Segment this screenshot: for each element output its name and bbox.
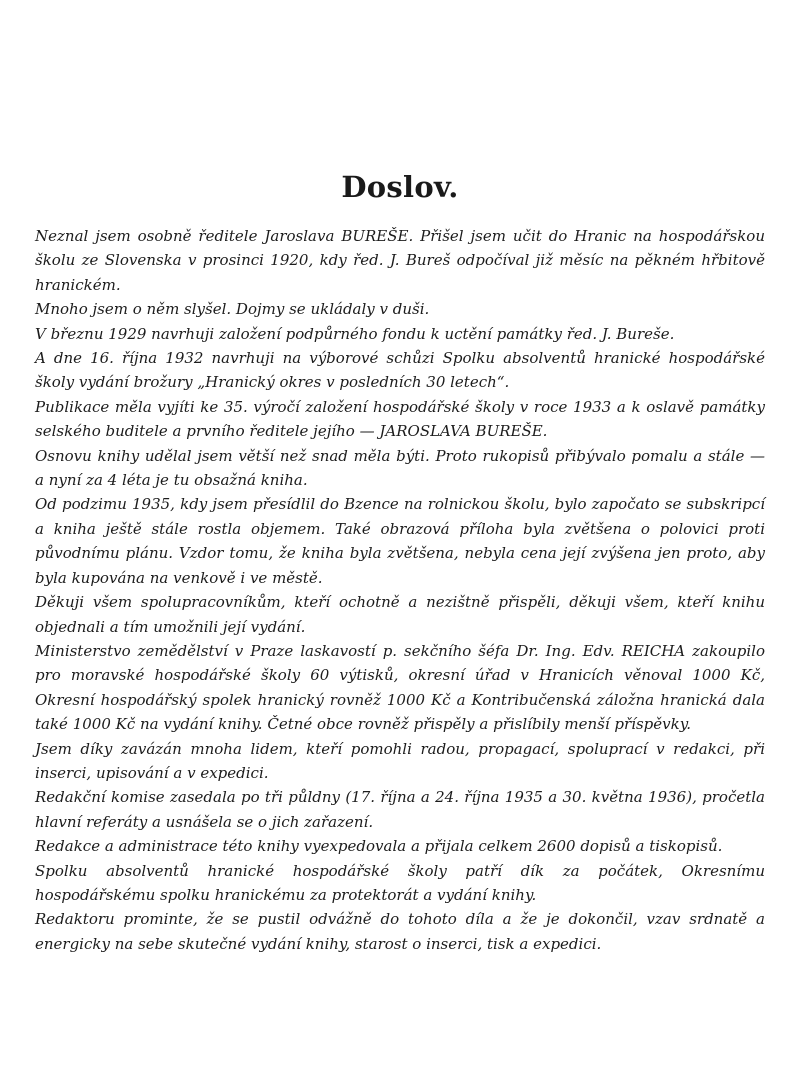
paragraph: Publikace měla vyjíti ke 35. výročí založení hospodářské školy v roce 1933 a k oslavě památky selského buditele a prvního ředitele jejího — JAROSLAVA BUREŠE. — [35, 397, 765, 441]
paragraph: Ministerstvo zemědělství v Praze laskavostí p. sekčního šéfa Dr. Ing. Edv. REICHA zakoupilo pro moravské hospodářské školy 60 výtisků, okresní úřad v Hranicích věnoval 1000 Kč, Okresní hospodářský spolek hranický rovněž 1000 Kč a Kontribučenská záložna hranická dala také 1000 Kč na vydání knihy. Četné obce rovněž přispěly a přislíbily menší příspěvky. — [35, 641, 765, 734]
page-title: Doslov. — [341, 170, 459, 204]
paragraph: A dne 16. října 1932 navrhuji na výborové schůzi Spolku absolventů hranické hospodářské školy vydání brožury „Hranický okres v posledních 30 letech“. — [35, 349, 765, 392]
body-text — [35, 224, 765, 956]
paragraph: Osnovu knihy udělal jsem větší než snad měla býti. Proto rukopisů přibývalo pomalu a stále — a nyní za 4 léta je tu obsažná kniha. — [35, 446, 765, 490]
paragraph: Redakční komise zasedala po tři půldny (17. října a 24. října 1935 a 30. května 1936), pročetla hlavní referáty a usnášela se o jich zařazení. — [35, 788, 765, 831]
paragraph: Od podzimu 1935, kdy jsem přesídlil do Bzence na rolnickou školu, bylo započato se subskripcí a kniha ještě stále rostla objemem. Také obrazová příloha byla zvětšena o polovici proti původnímu plánu. Vzdor tomu, že kniha byla zvětšena, nebyla cena její zvýšena jen proto, aby byla kupována na venkově i ve městě. — [35, 495, 765, 587]
paragraph: Mnoho jsem o něm slyšel. Dojmy se ukládaly v duši. — [35, 300, 430, 319]
paragraph: V březnu 1929 navrhuji založení podpůrného fondu k uctění památky řed. J. Bureše. — [35, 324, 675, 343]
paragraph: Spolku absolventů hranické hospodářské školy patří dík za počátek, Okresnímu hospodářskému spolku hranickému za protektorát a vydání knihy. — [35, 861, 765, 904]
paragraph: Redakce a administrace této knihy vyexpedovala a přijala celkem 2600 dopisů a tiskopisů. — [35, 837, 723, 856]
paragraph: Redaktoru prominte, že se pustil odvážně do tohoto díla a že je dokončil, vzav srdnatě a energicky na sebe skutečné vydání knihy, starost o inserci, tisk a expedici. — [35, 910, 765, 953]
paragraph: Neznal jsem osobně ředitele Jaroslava BUREŠE. Přišel jsem učit do Hranic na hospodářskou školu ze Slovenska v prosinci 1920, kdy řed. J. Bureš odpočíval již měsíc na pěkném hřbitově hranickém. — [35, 227, 765, 294]
paragraph: Děkuji všem spolupracovníkům, kteří ochotně a nezištně přispěli, děkuji všem, kteří knihu objednali a tím umožnili její vydání. — [35, 593, 765, 636]
paragraph: Jsem díky zavázán mnoha lidem, kteří pomohli radou, propagací, spoluprací v redakci, při inserci, upisování a v expedici. — [35, 739, 765, 782]
